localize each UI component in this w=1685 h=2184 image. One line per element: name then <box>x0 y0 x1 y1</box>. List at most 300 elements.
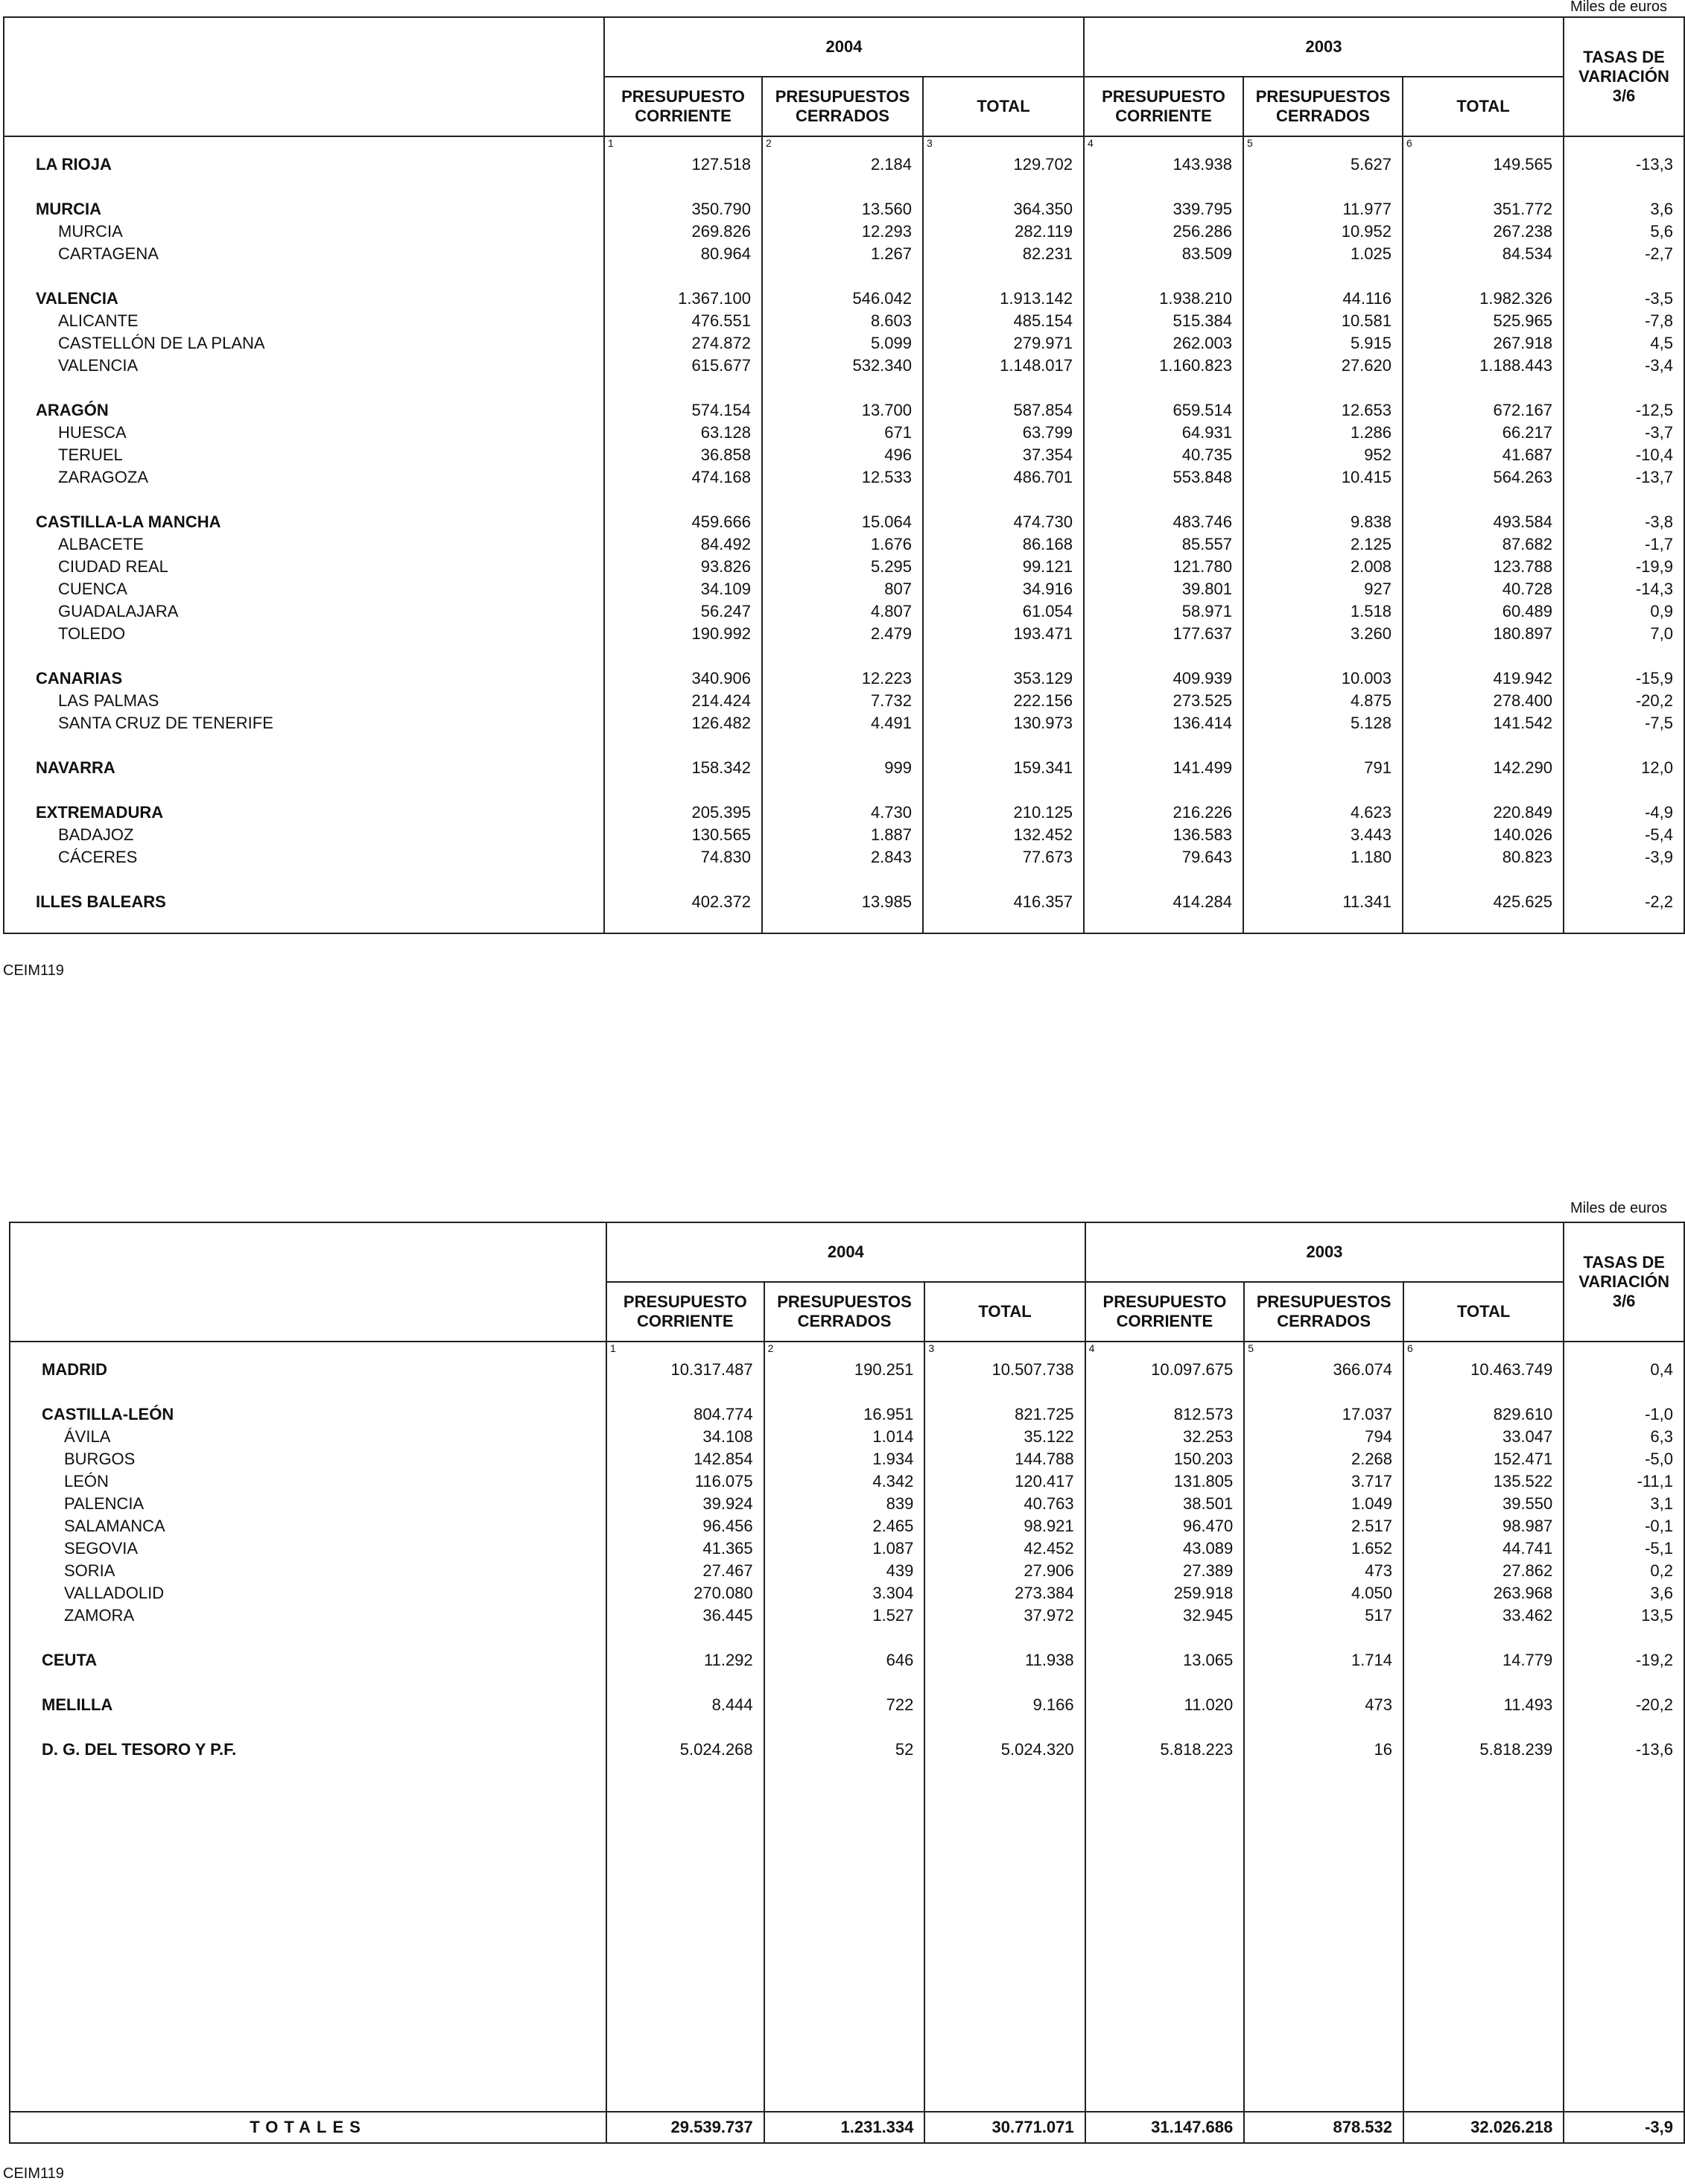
value-cell: -3,8 <box>1564 510 1684 532</box>
value-cell: 121.780 <box>1084 554 1243 577</box>
value-cell: 82.231 <box>923 241 1084 264</box>
value-cell: 353.129 <box>923 666 1084 688</box>
value-cell: 3.717 <box>1244 1469 1403 1491</box>
column-index: 2 <box>764 1342 925 1357</box>
value-cell: 672.167 <box>1403 398 1564 420</box>
value-cell: 2.125 <box>1243 532 1403 554</box>
value-cell: 4.623 <box>1243 800 1403 822</box>
row-label: TERUEL <box>4 442 604 465</box>
value-cell: 952 <box>1243 442 1403 465</box>
value-cell: -2,7 <box>1564 241 1684 264</box>
value-cell: 794 <box>1244 1424 1403 1447</box>
value-cell: 7,0 <box>1564 621 1684 644</box>
totals-label: TOTALES <box>10 2112 606 2143</box>
total-value-cell: -3,9 <box>1564 2112 1684 2143</box>
col-presupuesto-corriente: PRESUPUESTO CORRIENTE <box>606 1282 764 1342</box>
value-cell: 273.384 <box>924 1581 1085 1603</box>
value-cell: 16 <box>1244 1737 1403 1759</box>
total-value-cell: 1.231.334 <box>764 2112 925 2143</box>
value-cell: 564.263 <box>1403 465 1564 487</box>
row-label: CEUTA <box>10 1648 606 1670</box>
value-cell: -1,0 <box>1564 1402 1684 1424</box>
column-index: 5 <box>1244 1342 1403 1357</box>
row-label: VALENCIA <box>4 353 604 375</box>
value-cell: -4,9 <box>1564 800 1684 822</box>
value-cell: 496 <box>762 442 923 465</box>
value-cell: 483.746 <box>1084 510 1243 532</box>
value-cell: -5,0 <box>1564 1447 1684 1469</box>
value-cell: 40.763 <box>924 1491 1085 1514</box>
col-presupuestos-cerrados: PRESUPUESTOS CERRADOS <box>1244 1282 1403 1342</box>
value-cell: 13.985 <box>762 889 923 912</box>
value-cell: 0,2 <box>1564 1558 1684 1581</box>
table-row <box>4 152 1684 174</box>
table-row <box>10 1737 1684 1759</box>
value-cell: 1.518 <box>1243 599 1403 621</box>
col-presupuestos-cerrados: PRESUPUESTOS CERRADOS <box>1243 77 1403 136</box>
value-cell: 4,5 <box>1564 331 1684 353</box>
value-cell: 439 <box>764 1558 925 1581</box>
value-cell: 3,1 <box>1564 1491 1684 1514</box>
value-cell: 425.625 <box>1403 889 1564 912</box>
value-cell: -5,4 <box>1564 822 1684 845</box>
value-cell: 143.938 <box>1084 152 1243 174</box>
column-index: 2 <box>762 136 923 152</box>
value-cell: 12,0 <box>1564 755 1684 778</box>
value-cell: 5.024.320 <box>924 1737 1085 1759</box>
value-cell: 37.354 <box>923 442 1084 465</box>
value-cell: 13.700 <box>762 398 923 420</box>
value-cell: -19,9 <box>1564 554 1684 577</box>
value-cell: 259.918 <box>1085 1581 1245 1603</box>
row-label: MURCIA <box>4 197 604 219</box>
value-cell: 98.987 <box>1403 1514 1564 1536</box>
table-row <box>10 1447 1684 1469</box>
value-cell: 659.514 <box>1084 398 1243 420</box>
value-cell: 80.964 <box>604 241 762 264</box>
col-presupuesto-corriente: PRESUPUESTO CORRIENTE <box>1084 77 1243 136</box>
total-value-cell: 31.147.686 <box>1085 2112 1245 2143</box>
report-code: CEIM119 <box>3 962 64 979</box>
value-cell: 40.728 <box>1403 577 1564 599</box>
tasas-header: TASAS DE VARIACIÓN 3/6 <box>1564 1222 1684 1342</box>
value-cell: 44.741 <box>1403 1536 1564 1558</box>
value-cell: 15.064 <box>762 510 923 532</box>
row-label: SORIA <box>10 1558 606 1581</box>
value-cell: 270.080 <box>606 1581 764 1603</box>
value-cell: 39.924 <box>606 1491 764 1514</box>
value-cell: 11.020 <box>1085 1692 1245 1715</box>
value-cell: 40.735 <box>1084 442 1243 465</box>
row-label: D. G. DEL TESORO Y P.F. <box>10 1737 606 1759</box>
value-cell: 263.968 <box>1403 1581 1564 1603</box>
year-2004-header: 2004 <box>604 17 1084 77</box>
table-row <box>4 621 1684 644</box>
value-cell: 85.557 <box>1084 532 1243 554</box>
value-cell: -12,5 <box>1564 398 1684 420</box>
spacer-row <box>4 733 1684 755</box>
value-cell: 63.799 <box>923 420 1084 442</box>
tasas-header: TASAS DE VARIACIÓN 3/6 <box>1564 17 1684 136</box>
value-cell: 2.843 <box>762 845 923 867</box>
value-cell: 350.790 <box>604 197 762 219</box>
value-cell: 3.260 <box>1243 621 1403 644</box>
value-cell: 351.772 <box>1403 197 1564 219</box>
value-cell: 8.444 <box>606 1692 764 1715</box>
value-cell: 84.492 <box>604 532 762 554</box>
totals-row <box>10 2112 1684 2143</box>
end-row <box>4 912 1684 933</box>
value-cell: 0,9 <box>1564 599 1684 621</box>
table-row <box>4 465 1684 487</box>
value-cell: 256.286 <box>1084 219 1243 241</box>
column-index-row <box>4 136 1684 152</box>
value-cell: 485.154 <box>923 308 1084 331</box>
value-cell: 1.676 <box>762 532 923 554</box>
value-cell: 4.491 <box>762 711 923 733</box>
value-cell: -3,7 <box>1564 420 1684 442</box>
value-cell: 80.823 <box>1403 845 1564 867</box>
value-cell: 473 <box>1244 1558 1403 1581</box>
value-cell: -13,3 <box>1564 152 1684 174</box>
value-cell: 273.525 <box>1084 688 1243 711</box>
value-cell: 671 <box>762 420 923 442</box>
value-cell: 96.470 <box>1085 1514 1245 1536</box>
year-2004-header: 2004 <box>606 1222 1085 1282</box>
value-cell: 1.148.017 <box>923 353 1084 375</box>
value-cell: 5.627 <box>1243 152 1403 174</box>
row-label: SANTA CRUZ DE TENERIFE <box>4 711 604 733</box>
value-cell: 10.952 <box>1243 219 1403 241</box>
value-cell: 1.267 <box>762 241 923 264</box>
value-cell: 13,5 <box>1564 1603 1684 1625</box>
value-cell: 1.714 <box>1244 1648 1403 1670</box>
column-index: 5 <box>1243 136 1403 152</box>
value-cell: 804.774 <box>606 1402 764 1424</box>
value-cell: 34.108 <box>606 1424 764 1447</box>
value-cell: 0,4 <box>1564 1357 1684 1380</box>
value-cell: 129.702 <box>923 152 1084 174</box>
col-total: TOTAL <box>1403 1282 1564 1342</box>
value-cell: 282.119 <box>923 219 1084 241</box>
value-cell: -20,2 <box>1564 688 1684 711</box>
table-row <box>4 420 1684 442</box>
value-cell: 79.643 <box>1084 845 1243 867</box>
value-cell: 12.533 <box>762 465 923 487</box>
value-cell: 553.848 <box>1084 465 1243 487</box>
value-cell: 99.121 <box>923 554 1084 577</box>
value-cell: 60.489 <box>1403 599 1564 621</box>
table-row <box>10 1648 1684 1670</box>
value-cell: 11.341 <box>1243 889 1403 912</box>
value-cell: 13.560 <box>762 197 923 219</box>
value-cell: 144.788 <box>924 1447 1085 1469</box>
value-cell: 216.226 <box>1084 800 1243 822</box>
value-cell: 123.788 <box>1403 554 1564 577</box>
value-cell: 10.317.487 <box>606 1357 764 1380</box>
value-cell: 126.482 <box>604 711 762 733</box>
value-cell: 52 <box>764 1737 925 1759</box>
value-cell: 517 <box>1244 1603 1403 1625</box>
value-cell: 39.550 <box>1403 1491 1564 1514</box>
row-label: ARAGÓN <box>4 398 604 420</box>
corner-cell <box>4 17 604 136</box>
value-cell: 486.701 <box>923 465 1084 487</box>
spacer-row <box>4 264 1684 286</box>
table-row <box>10 1469 1684 1491</box>
value-cell: 136.583 <box>1084 822 1243 845</box>
value-cell: 13.065 <box>1085 1648 1245 1670</box>
value-cell: 27.906 <box>924 1558 1085 1581</box>
value-cell: 1.982.326 <box>1403 286 1564 308</box>
value-cell: 999 <box>762 755 923 778</box>
row-label: ZARAGOZA <box>4 465 604 487</box>
value-cell: 722 <box>764 1692 925 1715</box>
value-cell: 32.945 <box>1085 1603 1245 1625</box>
column-index: 1 <box>606 1342 764 1357</box>
value-cell: 32.253 <box>1085 1424 1245 1447</box>
value-cell: 150.203 <box>1085 1447 1245 1469</box>
value-cell: 269.826 <box>604 219 762 241</box>
value-cell: 1.938.210 <box>1084 286 1243 308</box>
value-cell: -13,7 <box>1564 465 1684 487</box>
table-row <box>10 1558 1684 1581</box>
value-cell: 33.047 <box>1403 1424 1564 1447</box>
value-cell: 222.156 <box>923 688 1084 711</box>
row-label: VALENCIA <box>4 286 604 308</box>
spacer-row <box>4 487 1684 510</box>
value-cell: 5,6 <box>1564 219 1684 241</box>
value-cell: 12.293 <box>762 219 923 241</box>
value-cell: 10.463.749 <box>1403 1357 1564 1380</box>
value-cell: 278.400 <box>1403 688 1564 711</box>
value-cell: 210.125 <box>923 800 1084 822</box>
value-cell: 36.858 <box>604 442 762 465</box>
value-cell: 1.286 <box>1243 420 1403 442</box>
value-cell: 5.818.223 <box>1085 1737 1245 1759</box>
value-cell: 1.025 <box>1243 241 1403 264</box>
row-label: MURCIA <box>4 219 604 241</box>
value-cell: 130.565 <box>604 822 762 845</box>
value-cell: 419.942 <box>1403 666 1564 688</box>
value-cell: -15,9 <box>1564 666 1684 688</box>
value-cell: 493.584 <box>1403 510 1564 532</box>
value-cell: 177.637 <box>1084 621 1243 644</box>
table-row <box>10 1536 1684 1558</box>
value-cell: 27.862 <box>1403 1558 1564 1581</box>
table-row <box>10 1424 1684 1447</box>
units-label: Miles de euros <box>1570 0 1668 15</box>
value-cell: 220.849 <box>1403 800 1564 822</box>
value-cell: 409.939 <box>1084 666 1243 688</box>
table-row <box>4 577 1684 599</box>
column-index: 4 <box>1085 1342 1245 1357</box>
table-row <box>10 1581 1684 1603</box>
value-cell: 515.384 <box>1084 308 1243 331</box>
value-cell: 1.180 <box>1243 845 1403 867</box>
table-row <box>4 286 1684 308</box>
table-row <box>4 219 1684 241</box>
col-presupuesto-corriente: PRESUPUESTO CORRIENTE <box>1085 1282 1245 1342</box>
value-cell: 34.916 <box>923 577 1084 599</box>
value-cell: 927 <box>1243 577 1403 599</box>
value-cell: -3,9 <box>1564 845 1684 867</box>
col-total: TOTAL <box>1403 77 1564 136</box>
value-cell: 10.581 <box>1243 308 1403 331</box>
spacer-row <box>10 1715 1684 1737</box>
table-row <box>4 666 1684 688</box>
row-label: MADRID <box>10 1357 606 1380</box>
row-label: ALICANTE <box>4 308 604 331</box>
value-cell: 459.666 <box>604 510 762 532</box>
value-cell: 35.122 <box>924 1424 1085 1447</box>
value-cell: 274.872 <box>604 331 762 353</box>
value-cell: 56.247 <box>604 599 762 621</box>
value-cell: 131.805 <box>1085 1469 1245 1491</box>
value-cell: 58.971 <box>1084 599 1243 621</box>
value-cell: 525.965 <box>1403 308 1564 331</box>
value-cell: 2.184 <box>762 152 923 174</box>
value-cell: 140.026 <box>1403 822 1564 845</box>
value-cell: 74.830 <box>604 845 762 867</box>
spacer-row <box>4 778 1684 800</box>
value-cell: 64.931 <box>1084 420 1243 442</box>
value-cell: 5.099 <box>762 331 923 353</box>
value-cell: 132.452 <box>923 822 1084 845</box>
table-row <box>10 1603 1684 1625</box>
table-row <box>4 308 1684 331</box>
value-cell: 141.499 <box>1084 755 1243 778</box>
value-cell: 3,6 <box>1564 1581 1684 1603</box>
value-cell: 141.542 <box>1403 711 1564 733</box>
value-cell: 1.913.142 <box>923 286 1084 308</box>
value-cell: -5,1 <box>1564 1536 1684 1558</box>
value-cell: 142.854 <box>606 1447 764 1469</box>
value-cell: 414.284 <box>1084 889 1243 912</box>
value-cell: 12.223 <box>762 666 923 688</box>
column-index: 6 <box>1403 1342 1564 1357</box>
value-cell: 136.414 <box>1084 711 1243 733</box>
column-index: 4 <box>1084 136 1243 152</box>
row-label: SEGOVIA <box>10 1536 606 1558</box>
col-presupuesto-corriente: PRESUPUESTO CORRIENTE <box>604 77 762 136</box>
total-value-cell: 29.539.737 <box>606 2112 764 2143</box>
row-label: CANARIAS <box>4 666 604 688</box>
value-cell: 2.268 <box>1244 1447 1403 1469</box>
value-cell: 127.518 <box>604 152 762 174</box>
report-code: CEIM119 <box>3 2165 64 2182</box>
table-row <box>10 1514 1684 1536</box>
value-cell: 1.934 <box>764 1447 925 1469</box>
budget-table-1 <box>3 16 1685 934</box>
value-cell: 10.003 <box>1243 666 1403 688</box>
table-row <box>4 554 1684 577</box>
value-cell: 5.128 <box>1243 711 1403 733</box>
value-cell: 34.109 <box>604 577 762 599</box>
value-cell: -11,1 <box>1564 1469 1684 1491</box>
value-cell: 33.462 <box>1403 1603 1564 1625</box>
table-row <box>4 510 1684 532</box>
value-cell: 10.097.675 <box>1085 1357 1245 1380</box>
value-cell: 41.365 <box>606 1536 764 1558</box>
table-row <box>10 1357 1684 1380</box>
value-cell: -3,4 <box>1564 353 1684 375</box>
value-cell: 11.938 <box>924 1648 1085 1670</box>
value-cell: 11.493 <box>1403 1692 1564 1715</box>
row-label: CARTAGENA <box>4 241 604 264</box>
value-cell: 1.160.823 <box>1084 353 1243 375</box>
value-cell: 130.973 <box>923 711 1084 733</box>
spacer-row <box>10 1670 1684 1692</box>
value-cell: 6,3 <box>1564 1424 1684 1447</box>
table-row <box>4 822 1684 845</box>
column-index-row <box>10 1342 1684 1357</box>
row-label: HUESCA <box>4 420 604 442</box>
table-row <box>4 442 1684 465</box>
spacer-row <box>10 1625 1684 1648</box>
value-cell: 96.456 <box>606 1514 764 1536</box>
value-cell: 180.897 <box>1403 621 1564 644</box>
value-cell: 214.424 <box>604 688 762 711</box>
value-cell: -2,2 <box>1564 889 1684 912</box>
value-cell: 142.290 <box>1403 755 1564 778</box>
column-index: 6 <box>1403 136 1564 152</box>
value-cell: 39.801 <box>1084 577 1243 599</box>
value-cell: 829.610 <box>1403 1402 1564 1424</box>
year-2003-header: 2003 <box>1084 17 1564 77</box>
row-label: SALAMANCA <box>10 1514 606 1536</box>
value-cell: 120.417 <box>924 1469 1085 1491</box>
value-cell: 3.443 <box>1243 822 1403 845</box>
value-cell: 821.725 <box>924 1402 1085 1424</box>
row-label: BADAJOZ <box>4 822 604 845</box>
row-label: NAVARRA <box>4 755 604 778</box>
value-cell: 11.292 <box>606 1648 764 1670</box>
value-cell: 9.166 <box>924 1692 1085 1715</box>
value-cell: 1.527 <box>764 1603 925 1625</box>
value-cell: 98.921 <box>924 1514 1085 1536</box>
value-cell: 5.915 <box>1243 331 1403 353</box>
value-cell: 807 <box>762 577 923 599</box>
value-cell: -20,2 <box>1564 1692 1684 1715</box>
value-cell: 791 <box>1243 755 1403 778</box>
table-row <box>4 398 1684 420</box>
value-cell: 2.465 <box>764 1514 925 1536</box>
value-cell: 159.341 <box>923 755 1084 778</box>
col-presupuestos-cerrados: PRESUPUESTOS CERRADOS <box>762 77 923 136</box>
filler-row <box>10 1759 1684 2112</box>
value-cell: 11.977 <box>1243 197 1403 219</box>
table-row <box>4 711 1684 733</box>
value-cell: 5.818.239 <box>1403 1737 1564 1759</box>
col-presupuestos-cerrados: PRESUPUESTOS CERRADOS <box>764 1282 925 1342</box>
value-cell: -7,8 <box>1564 308 1684 331</box>
column-index: 3 <box>923 136 1084 152</box>
value-cell: 1.188.443 <box>1403 353 1564 375</box>
spacer-row <box>4 867 1684 889</box>
value-cell: 2.008 <box>1243 554 1403 577</box>
table-row <box>4 688 1684 711</box>
value-cell: 7.732 <box>762 688 923 711</box>
row-label: CUENCA <box>4 577 604 599</box>
value-cell: 83.509 <box>1084 241 1243 264</box>
value-cell: 36.445 <box>606 1603 764 1625</box>
value-cell: 10.415 <box>1243 465 1403 487</box>
spacer-row <box>10 1380 1684 1402</box>
row-label: PALENCIA <box>10 1491 606 1514</box>
total-value-cell: 30.771.071 <box>924 2112 1085 2143</box>
value-cell: 1.887 <box>762 822 923 845</box>
